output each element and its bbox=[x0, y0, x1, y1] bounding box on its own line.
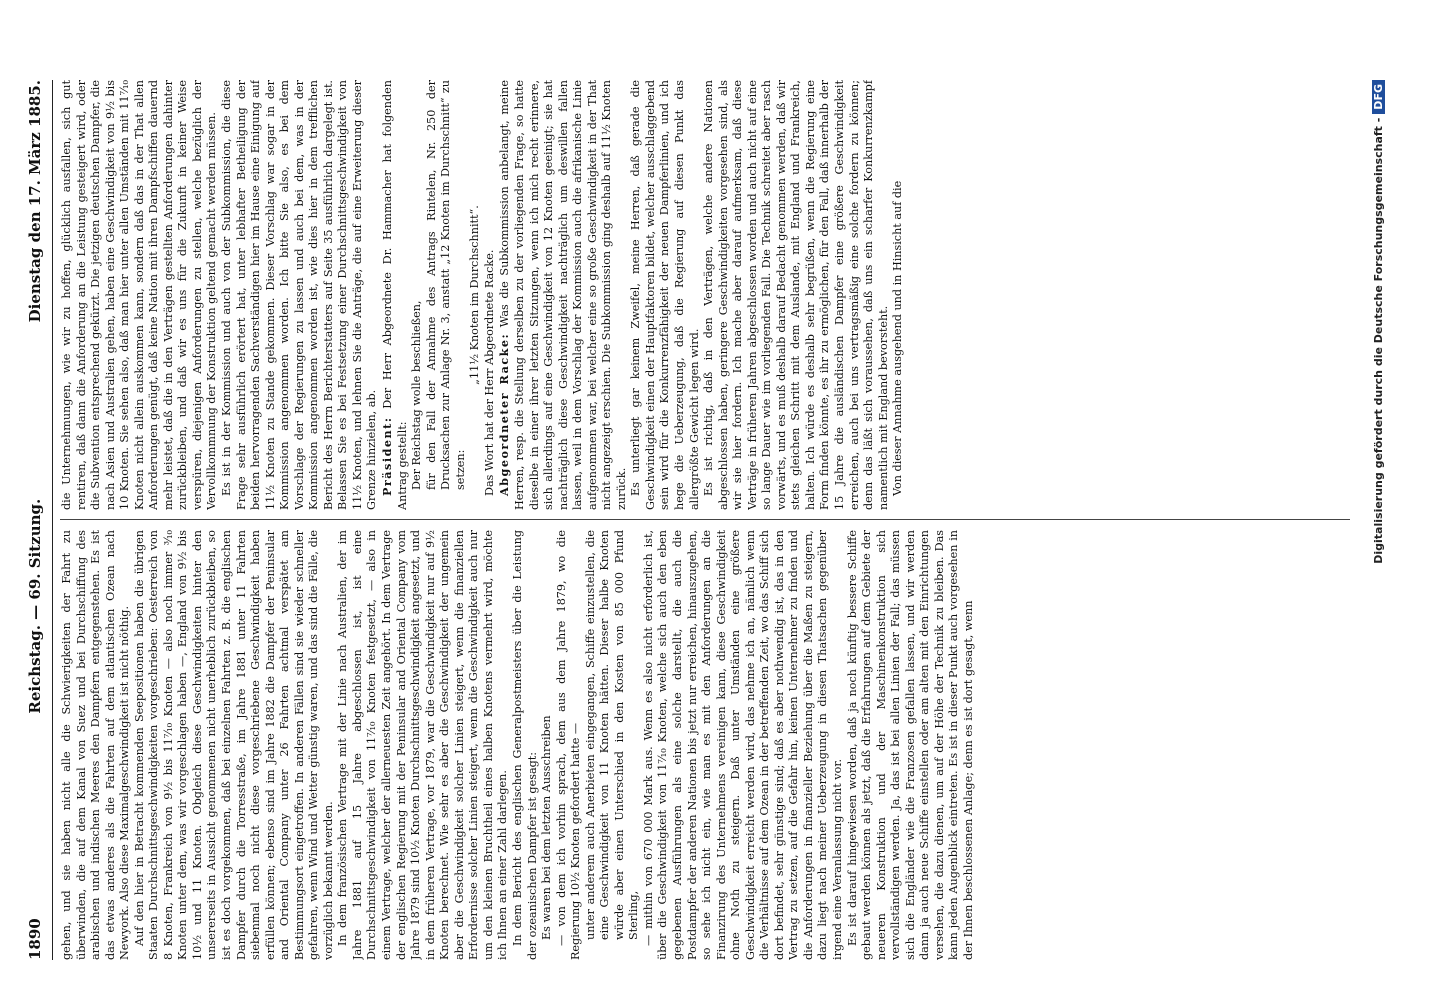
digitization-credit bbox=[1372, 0, 1385, 1000]
paragraph: Das Wort hat der Herr Abgeordnete Racke. bbox=[482, 249, 496, 496]
paragraph: die Unternehmungen, wie wir zu hoffen, glücklich ausfallen, sich gut rentiren, daß dann die Anforderung an die Leistung gesteigert wird, oder die Subvention entsprechend gekürzt. Die jetzigen deutschen Dampfer, die nach Asien und Australien gehen, haben eine Geschwindigkeit von 9½ bis 10 Knoten. Sie sehen also, daß man hier unter allen Umständen mit 11⁷⁄₁₀ Knoten nicht allein auskommen kann, sondern daß das in der That allen Anforderungen genügt, daß keine Nation mit ihren Dampfschiffen dauernd mehr leistet, daß die in den Verträgen gestellten Anforderungen dahinter zurückbleiben, und daß wir es uns für die Zukunft in keiner Weise verspüren, diejenigen Anforderungen zu stellen, welche bezüglich der Vervollkommnung der Konstruktion geltend gemacht werden müssen. bbox=[60, 80, 219, 510]
speaker-text: Der Herr Abgeordnete Dr. Hammacher hat folgenden Antrag gestellt: bbox=[381, 80, 409, 510]
paragraph: In dem Bericht des englischen Generalpostmeisters über die Leistung der ozeanischen Dampfer ist gesagt: bbox=[510, 530, 539, 960]
paragraph: Auf den hier in Betracht kommenden Seepositionen haben die übrigen Staaten Durchschnittsgeschwindigkeiten vorgeschrieben: Oesterreich von 8 Knoten, Frankreich von 9½ bis 11⁷⁄₁₀ Knoten — also noch immer ³⁄₁₀ Knoten unter dem, was wir vorgeschlagen haben —, England von 9½ bis 10½ und 11 Knoten. Obgleich diese Geschwindigkeiten hinter den unsererseits in Aussicht genommenen nicht unerheblich zurückbleiben, so ist es doch vorgekommen, daß bei einzelnen Fahrten z. B. die englischen Dampfer durch die Torresstraße, im Jahre 1881 unter 11 Fahrten siebenmal noch nicht diese vorgeschriebene Geschwindigkeit haben erfüllen können; ebenso sind im Jahre 1882 die Dampfer der Peninsular and Oriental Company unter 26 Fahrten achtmal verspätet am Bestimmungsort eingetroffen. In anderen Fällen sind sie wieder schneller gefahren, wenn Wind und Wetter günstig waren, und das sind die Fälle, die vorzüglich bekannt werden. bbox=[132, 530, 335, 960]
paragraph: Es unterliegt gar keinem Zweifel, meine Herren, daß gerade die Geschwindigkeit einen der Hauptfaktoren bildet, welcher ausschlaggebend sein wird für die Konkurrenzfähigkeit der neuen Dampferlinien, und ich hege die Ueberzeugung, daß die Regierung auf diesen Punkt das allergrößte Gewicht legen wird. bbox=[629, 80, 701, 510]
motion-line: „11½ Knoten im Durchschnitt“. bbox=[468, 205, 482, 385]
paragraph: In dem französischen Vertrage mit der Linie nach Australien, der im Jahre 1881 auf 15 Jahre abgeschlossen ist, ist eine Durchschnittsgeschwindigkeit von 11⁷⁄₁₀ Knoten festgesetzt, — also in einem Vertrage, welcher der allerneuesten Zeit angehört. In dem Vertrage der englischen Regierung mit der Peninsular and Oriental Company vom Jahre 1879 sind 10½ Knoten Durchschnittsgeschwindigkeit angesetzt, und in dem früheren Vertrage, vor 1879, war die Geschwindigkeit nur auf 9½ Knoten berechnet. Wie sehr es aber die Geschwindigkeit der ungemein aber die Geschwindigkeit solcher Linien steigert, wenn die finanziellen Erfordernisse solcher Linien steigert, wenn die Geschwindigkeit auch nur um den kleinen Bruchtheil eines halben Knotens vermehrt wird, möchte ich Ihnen an einer Zahl darlegen. bbox=[336, 530, 510, 960]
text-column-left bbox=[60, 530, 1350, 960]
paragraph: Es ist in der Kommission und auch von der Subkommission, die diese Frage sehr ausführlich erörtert hat, unter lebhafter Betheiligung der beiden hervorragenden Sachverständigen hier im Hause eine Einigung auf 11½ Knoten zu Stande gekommen. Dieser Vorschlag war sogar in der Kommission angenommen worden. Ich bitte Sie also, es bei dem Vorschlage der Regierungen zu lassen und auch bei dem, was in der Kommission angenommen worden ist, wie dies hier in dem trefflichen Bericht des Herrn Berichterstatters auf Seite 35 ausführlich dargelegt ist. Belassen Sie es bei Festsetzung einer Durchschnittsgeschwindigkeit von 11½ Knoten, und lehnen Sie die Anträge, die auf eine Erweiterung dieser Grenze hinzielen, ab. bbox=[220, 80, 379, 510]
credit-text: Digitalisierung gefördert durch die Deutsche Forschungsgemeinschaft - bbox=[1372, 117, 1385, 564]
running-title: Reichstag. — 69. Sitzung. bbox=[26, 498, 44, 714]
motion-line: Der Reichstag wolle beschließen, bbox=[410, 300, 424, 490]
session-date: Dienstag den 17. März 1885. bbox=[26, 80, 44, 323]
text-column-right bbox=[60, 80, 1350, 510]
paragraph: — mithin von 670 000 Mark aus. Wenn es also nicht erforderlich ist, über die Geschwindigkeit von 11⁷⁄₁₀ Knoten, welche sich auch den eben gegebenen Ausführungen als eine solche darstellt, die auch die Postdampfer der anderen Nationen bis jetzt nur erreichen, hinauszugehen, so sehe ich nicht ein, wie man es mit den Anforderungen an die Finanzirung des Unternehmens vereinigen kann, diese Geschwindigkeit ohne Noth zu steigern. Daß unter Umständen eine größere Geschwindigkeit erreicht werden wird, das nehme ich an, nämlich wenn die Verhältnisse auf dem Ozean in der betreffenden Zeit, wo das Schiff sich dort befindet, sehr günstige sind; daß es aber nothwendig ist, das in den Vertrag zu setzen, auf die Gefahr hin, keinen Unternehmer zu finden und die Anforderungen in finanzieller Beziehung über die Maßen zu steigern, dazu liegt nach meiner Ueberzeugung in diesen Thatsachen gegenüber irgend eine Veranlassung nicht vor. bbox=[641, 530, 844, 960]
paragraph bbox=[497, 80, 629, 510]
paragraph bbox=[380, 80, 410, 510]
header-rule bbox=[52, 80, 53, 960]
paragraph: Es ist darauf hingewiesen worden, daß ja noch künftig bessere Schiffe gebaut werden können als jetzt, daß die Erfahrungen auf dem Gebiete der neueren Konstruktion und der Maschinenkonstruktion sich vervollständigen werden. Ja, das ist bei allen Linien der Fall; das müssen sich die Engländer wie die Franzosen gefallen lassen, und wir werden dann ja auch neue Schiffe einstellen oder am alten mit den Einrichtungen versehen, die dazu dienen, um auf der Höhe der Technik zu bleiben. Das kann jeden Augenblick eintreten. Es ist in dieser Punkt auch vorgesehen in der Ihnen beschlossenen Anlage; denn es ist dort gesagt, wenn bbox=[845, 530, 975, 960]
dfg-logo: DFG bbox=[1372, 80, 1385, 114]
quoted-line: Es waren bei dem letzten Ausschreiben bbox=[540, 715, 554, 940]
speaker-label: Präsident: bbox=[380, 416, 395, 496]
motion-line: für den Fall der Annahme des Antrags Rintelen, Nr. 250 der Drucksachen zur Anlage Nr. 3, anstatt „12 Knoten im Durchschnitt“ zu setzen: bbox=[424, 80, 467, 490]
speaker-text: Was die Subkommission anbelangt, meine Herren, resp. die Stellung derselben zu der vorliegenden Frage, so hatte dieselbe in einer ihrer letzten Sitzungen, wenn ich mich recht erinnere, sich allerdings auf eine Geschwindigkeit von 12 Knoten geeinigt; sie hat nachträglich diese Geschwindigkeit nachträglich um deswillen fallen lassen, weil in dem Vorschlag der Kommission auch die afrikanische Linie aufgenommen war, bei welcher eine so große Geschwindigkeit in der That nicht angezeigt erschien. Die Subkommission ging deshalb auf 11½ Knoten zurück. bbox=[498, 80, 628, 510]
paragraph: Von dieser Annahme ausgehend und in Hinsicht auf die bbox=[891, 180, 905, 496]
paragraph: — von dem ich vorhin sprach, dem aus dem Jahre 1879, wo die Regierung 10½ Knoten gefordert hatte — bbox=[554, 530, 583, 960]
page-header bbox=[22, 80, 48, 960]
column-divider bbox=[60, 519, 1350, 520]
page-number: 1890 bbox=[26, 918, 44, 960]
paragraph: gehen, und sie haben nicht alle die Schwierigkeiten der Fahrt zu überwinden, die auf dem Kanal von Suez und bei Durchschiffung des arabischen und indischen Meeres den Dampfern entgegenstehen. Es ist das etwas anderes als die Fahrten auf dem atlantischen Ozean nach Newyork. Also diese Maximalgeschwindigkeit ist nicht nöthig. bbox=[60, 530, 132, 960]
quoted-paragraph: unter anderem auch Anerbieten eingegangen, Schiffe einzustellen, die eine Geschwindigkeit von 11 Knoten hätten. Dieser halbe Knoten würde aber einen Unterschied in den Kosten von 85 000 Pfund Sterling, bbox=[583, 530, 641, 940]
paragraph: Es ist richtig, daß in den Verträgen, welche andere Nationen abgeschlossen haben, geringere Geschwindigkeiten vorgesehen sind, als wir sie hier fordern. Ich mache aber darauf aufmerksam, daß diese Verträge in früheren Jahren abgeschlossen worden und auch nicht auf eine so lange Dauer wie im vorliegenden Fall. Die Technik schreitet aber rasch vorwärts, und es muß deshalb darauf Bedacht genommen werden, daß wir stets gleichen Schritt mit dem Auslande, mit England und Frankreich, halten. Ich würde es deshalb sehr begrüßen, wenn die Regierung eine Form finden könnte, es ihr zu ermöglichen, für den Fall, daß innerhalb der 15 Jahre die ausländischen Dampfer eine größere Geschwindigkeit erreichen, auch bei uns vertragsmäßig eine solche fordern zu können; denn das läßt sich voraussehen, daß uns ein scharfer Konkurrenzkampf namentlich mit England bevorsteht. bbox=[702, 80, 890, 510]
speaker-label: Abgeordneter Racke: bbox=[497, 332, 512, 496]
